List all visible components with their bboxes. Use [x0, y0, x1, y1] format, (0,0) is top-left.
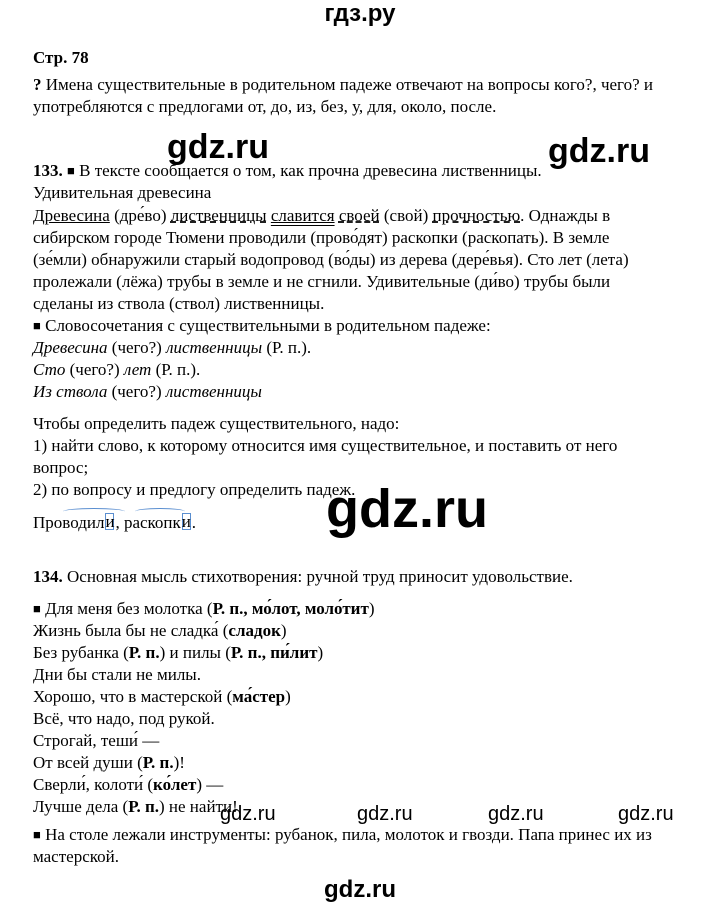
question-mark: ? — [33, 75, 42, 94]
verse-text: ) — [280, 621, 287, 640]
verse-text: ) — — [196, 775, 224, 794]
ex133-text-line-3: (зе́мли) обнаружили старый водопровод (во́ды) из дерева (дере́вья). Сто лет (лета) — [33, 250, 629, 269]
phrase-question: (чего?) — [65, 360, 124, 379]
phrases-heading-text: Словосочетания с существительными в родительном падеже: — [40, 316, 491, 335]
rule-line-3: вопрос; — [33, 458, 89, 477]
text-fragment: (свой) — [379, 206, 433, 225]
ex133-text-line-1 — [33, 205, 610, 227]
verse-note: Р. п. — [128, 643, 160, 662]
watermark-row-2: gdz.ru — [357, 803, 413, 825]
word-subject: Древесина — [33, 206, 110, 225]
watermark-bottom: gdz.ru — [324, 876, 396, 903]
phrase-3 — [33, 381, 262, 403]
phrase-question: (чего?) — [107, 382, 166, 401]
phrase-dependent-word: лиственницы — [165, 382, 262, 401]
final-text: На столе лежали инструменты: рубанок, пила, молоток и гвозди. Папа принес их из — [40, 825, 652, 844]
ex133-number: 133. — [33, 161, 63, 180]
bullet-icon: ■ — [33, 601, 41, 616]
morph-ending: и — [105, 512, 115, 531]
verse-text: Лучше дела ( — [33, 797, 129, 816]
final-line-2: мастерской. — [33, 847, 119, 866]
ex134-number: 134. — [33, 567, 63, 586]
verse-note: ма́стер — [232, 687, 286, 706]
verse-note: Р. п., пи́лит — [230, 643, 318, 662]
ex134-intro — [33, 566, 573, 588]
phrase-dependent-word: лиственницы — [166, 338, 263, 357]
verse-line-10 — [33, 796, 238, 818]
ex133-text-line-2: сибирском городе Тюмени проводили (прово́дят) раскопки (раскопать). В земле — [33, 228, 610, 247]
watermark-mid-left: gdz.ru — [167, 128, 269, 166]
verse-text: От всей души ( — [33, 753, 143, 772]
verse-note: Р. п. — [128, 797, 159, 816]
morpheme-analysis — [33, 512, 196, 534]
final-line-1 — [33, 824, 652, 847]
ex133-text-line-4: пролежали (лёжа) трубы в земле и не сгнили. Удивительные (ди́во) трубы были — [33, 272, 611, 291]
phrase-1 — [33, 337, 311, 359]
verse-text: Без рубанка ( — [33, 643, 129, 662]
watermark-row-1: gdz.ru — [220, 803, 276, 825]
verse-text: Сверли́, колоти́ ( — [33, 775, 154, 794]
ex133-intro — [33, 160, 542, 183]
ex133-intro-text: В тексте сообщается о том, как прочна древесина лиственницы. — [74, 161, 542, 180]
verse-text: )! — [173, 753, 185, 772]
verse-text: Хорошо, что в мастерской ( — [33, 687, 233, 706]
rule-line-4: 2) по вопросу и предлогу определить падеж. — [33, 480, 356, 499]
word-attribute: лиственницы — [170, 206, 267, 225]
phrase-2 — [33, 359, 200, 381]
morph-word-2: , раскопк — [115, 513, 181, 532]
ex133-phrases-heading — [33, 315, 491, 338]
bullet-icon: ■ — [33, 827, 41, 842]
verse-note: сладок — [228, 621, 281, 640]
morph-ending: и — [181, 512, 191, 531]
word-predicate: славится — [270, 206, 335, 225]
bullet-icon: ■ — [33, 318, 41, 333]
watermark-center: gdz.ru — [326, 479, 488, 539]
phrase-case: (Р. п.). — [151, 360, 201, 379]
verse-line-3 — [33, 642, 323, 664]
phrase-main-word: Сто — [33, 360, 66, 379]
page-number: Стр. 78 — [33, 48, 89, 67]
verse-text: ) — [368, 599, 375, 618]
verse-line-7: Строгай, теши́ — — [33, 731, 160, 750]
verse-note: ко́лет — [153, 775, 197, 794]
text-fragment: . Однажды в — [520, 206, 611, 225]
verse-text: Для меня без молотка ( — [40, 599, 213, 618]
verse-text: ) и пилы ( — [159, 643, 231, 662]
word-object: прочностью — [432, 206, 521, 225]
question-line-2: употребляются с предлогами от, до, из, без, у, для, около, после. — [33, 97, 497, 116]
verse-line-2 — [33, 620, 287, 642]
verse-text: ) не найти! — [159, 797, 238, 816]
verse-line-5 — [33, 686, 291, 708]
phrase-main-word: Из ствола — [33, 382, 108, 401]
ex133-text-line-5: сделаны из ствола (ствол) лиственницы. — [33, 294, 325, 313]
verse-line-6: Всё, что надо, под рукой. — [33, 709, 215, 728]
verse-line-9 — [33, 774, 223, 796]
verse-text: Жизнь была бы не сладка́ ( — [33, 621, 229, 640]
rule-line-1: Чтобы определить падеж существительного, надо: — [33, 414, 400, 433]
rule-line-2: 1) найти слово, к которому относится имя существительное, и поставить от него — [33, 436, 618, 455]
ending-box-icon — [105, 513, 114, 530]
verse-line-1 — [33, 598, 375, 621]
verse-note: Р. п., мо́лот, моло́тит — [212, 599, 369, 618]
word-attribute-2: своей — [338, 206, 380, 225]
verse-text: ) — [285, 687, 291, 706]
question-text-1: Имена существительные в родительном падеже отвечают на вопросы кого?, чего? и — [41, 75, 653, 94]
ex134-intro-text: Основная мысль стихотворения: ручной труд приносит удовольствие. — [62, 567, 573, 586]
morph-punct: . — [191, 513, 197, 532]
bullet-icon: ■ — [67, 163, 75, 178]
ex133-title: Удивительная древесина — [33, 183, 212, 202]
verse-line-8 — [33, 752, 185, 774]
ending-box-icon — [182, 513, 191, 530]
watermark-row-3: gdz.ru — [488, 803, 544, 825]
verse-text: ) — [317, 643, 324, 662]
watermark-row-4: gdz.ru — [618, 803, 674, 825]
phrase-question: (чего?) — [107, 338, 167, 357]
phrase-main-word: Древесина — [33, 338, 108, 357]
verse-line-4: Дни бы стали не милы. — [33, 665, 201, 684]
morph-word-1: Проводил — [33, 513, 105, 532]
phrase-case: (Р. п.). — [262, 338, 312, 357]
text-fragment: (дре́во) — [109, 206, 171, 225]
phrase-dependent-word: лет — [123, 360, 152, 379]
watermark-top: гдз.ру — [324, 0, 396, 27]
watermark-mid-right: gdz.ru — [548, 132, 650, 170]
question-line-1 — [33, 74, 653, 96]
verse-note: Р. п. — [142, 753, 174, 772]
